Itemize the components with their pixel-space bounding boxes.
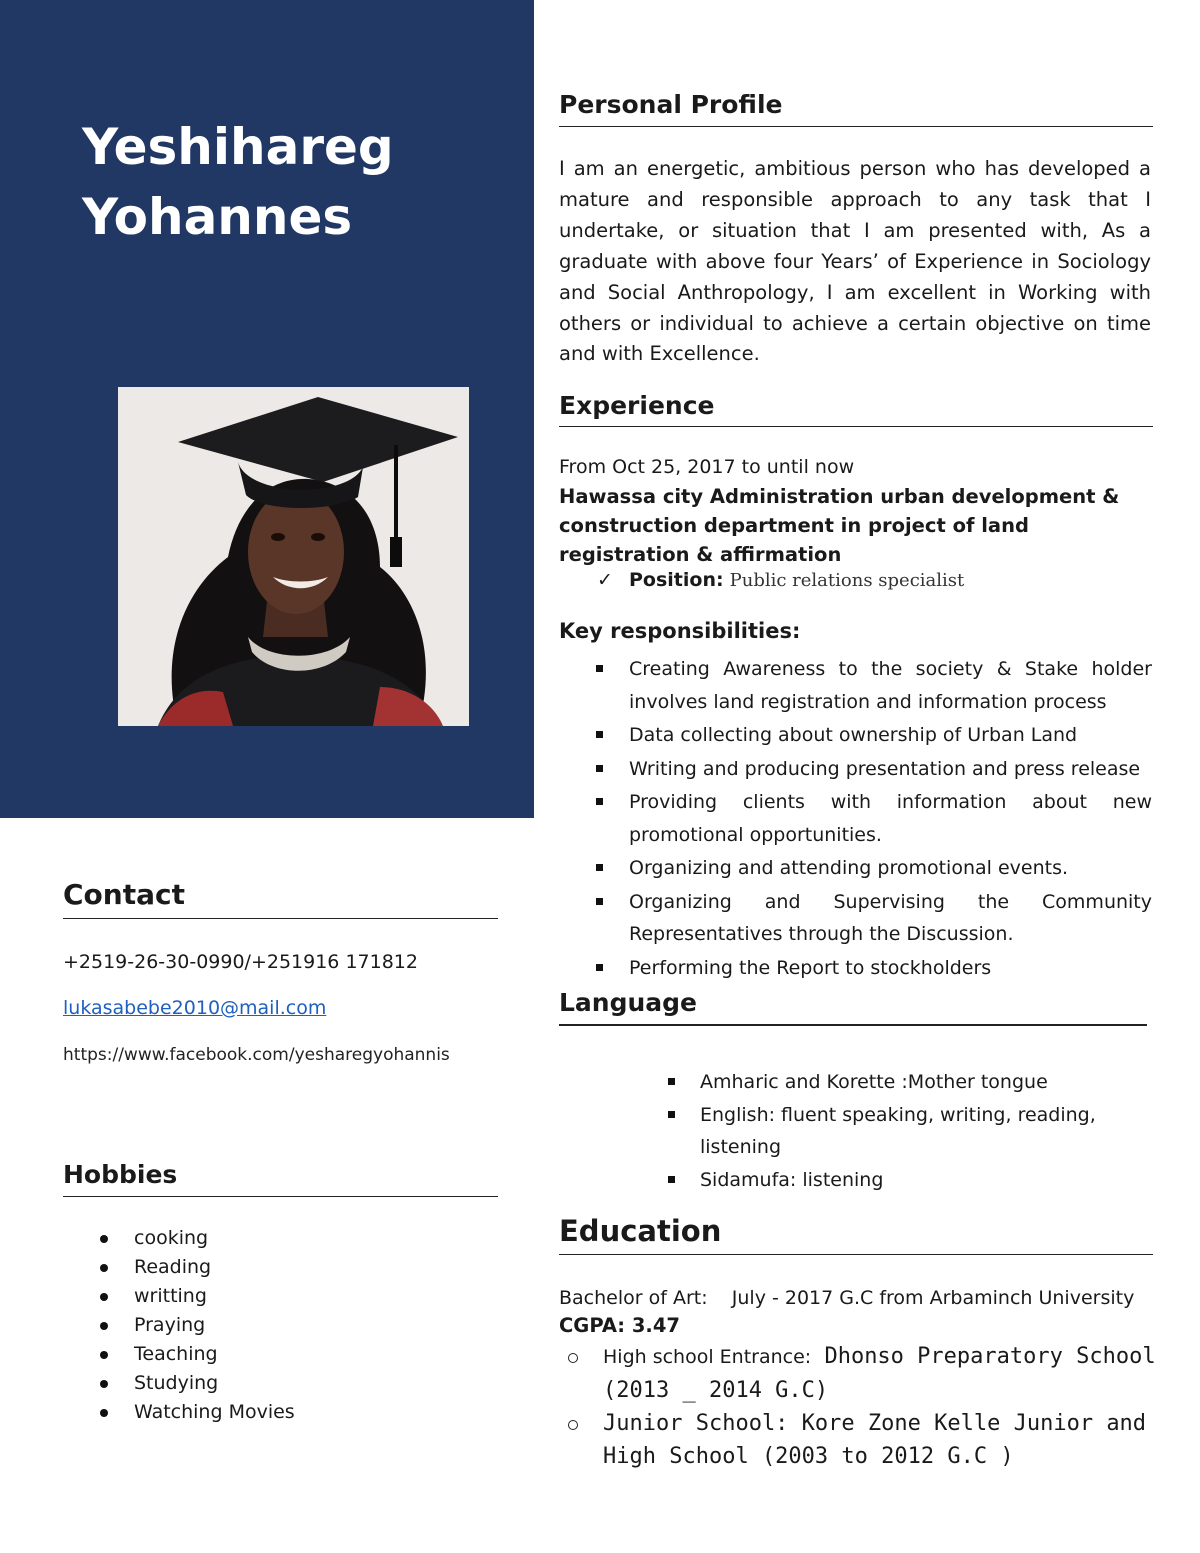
list-item: Organizing and Supervising the Community Representatives through the Discussion. bbox=[559, 886, 1152, 951]
header-panel bbox=[0, 0, 534, 818]
contact-divider bbox=[63, 918, 498, 919]
first-name: Yeshihareg bbox=[82, 118, 394, 176]
key-responsibilities-heading: Key responsibilities: bbox=[559, 619, 801, 643]
list-item: Watching Movies bbox=[63, 1398, 295, 1427]
contact-email-link[interactable]: lukasabebe2010@mail.com bbox=[63, 997, 327, 1019]
hobbies-heading: Hobbies bbox=[63, 1160, 178, 1189]
list-item: Creating Awareness to the society & Stake holder involves land registration and information process bbox=[559, 653, 1152, 718]
list-item: Junior School: Kore Zone Kelle Junior and High School (2003 to 2012 G.C ) bbox=[559, 1407, 1159, 1473]
language-list bbox=[630, 1066, 1110, 1196]
profile-text: I am an energetic, ambitious person who has developed a mature and responsible approach to any task that I undertake, or situation that I am presented with, As a graduate with above four Years’ of Experience in Sociology and Social Anthropology, I am excellent in Working with others or individual to achieve a certain objective on time and with Excellence. bbox=[559, 157, 1151, 366]
list-item: Amharic and Korette :Mother tongue bbox=[630, 1066, 1110, 1099]
position-line bbox=[597, 569, 964, 591]
experience-dates: From Oct 25, 2017 to until now bbox=[559, 456, 855, 478]
education-bachelor: Bachelor of Art: July - 2017 G.C from Arbaminch University bbox=[559, 1287, 1135, 1309]
education-divider bbox=[559, 1254, 1153, 1255]
experience-heading: Experience bbox=[559, 391, 715, 420]
list-item: Reading bbox=[63, 1253, 295, 1282]
list-item: Data collecting about ownership of Urban Land bbox=[559, 719, 1152, 752]
list-item: Sidamufa: listening bbox=[630, 1164, 1110, 1197]
profile-photo bbox=[118, 387, 469, 726]
contact-facebook: https://www.facebook.com/yesharegyohannis bbox=[63, 1045, 450, 1065]
list-item: Teaching bbox=[63, 1340, 295, 1369]
position-label: Position: bbox=[629, 569, 724, 591]
list-item: English: fluent speaking, writing, reading, listening bbox=[630, 1099, 1110, 1164]
hobbies-list bbox=[63, 1224, 295, 1427]
education-cgpa: CGPA: 3.47 bbox=[559, 1314, 680, 1337]
experience-divider bbox=[559, 426, 1153, 427]
list-item: Providing clients with information about new promotional opportunities. bbox=[559, 786, 1152, 851]
profile-heading: Personal Profile bbox=[559, 90, 783, 119]
profile-divider bbox=[559, 126, 1153, 127]
list-item: Studying bbox=[63, 1369, 295, 1398]
list-item: Organizing and attending promotional events. bbox=[559, 852, 1152, 885]
graduate-portrait-image bbox=[118, 387, 469, 726]
experience-organization: Hawassa city Administration urban development & construction department in project of land registration & affirmation bbox=[559, 485, 1120, 566]
position-value: Public relations specialist bbox=[729, 570, 965, 591]
list-item: Performing the Report to stockholders bbox=[559, 952, 1152, 985]
last-name: Yohannes bbox=[82, 188, 353, 246]
list-item: cooking bbox=[63, 1224, 295, 1253]
contact-phone: +2519-26-30-0990/+251916 171812 bbox=[63, 951, 418, 973]
education-list bbox=[559, 1340, 1159, 1473]
list-item: Praying bbox=[63, 1311, 295, 1340]
hobbies-divider bbox=[63, 1196, 498, 1197]
candidate-name bbox=[82, 112, 512, 252]
list-item: writting bbox=[63, 1282, 295, 1311]
language-divider bbox=[559, 1024, 1147, 1026]
list-item bbox=[559, 1340, 1159, 1407]
language-heading: Language bbox=[559, 988, 698, 1017]
education-heading: Education bbox=[559, 1214, 722, 1248]
high-school-label: High school Entrance: bbox=[603, 1346, 812, 1368]
responsibilities-list bbox=[559, 653, 1152, 985]
high-school-value: Dhonso Preparatory School (2013 _ 2014 G.C) bbox=[603, 1344, 1156, 1403]
list-item: Writing and producing presentation and press release bbox=[559, 753, 1152, 786]
contact-heading: Contact bbox=[63, 878, 185, 911]
checkmark-icon: ✓ bbox=[597, 569, 613, 591]
